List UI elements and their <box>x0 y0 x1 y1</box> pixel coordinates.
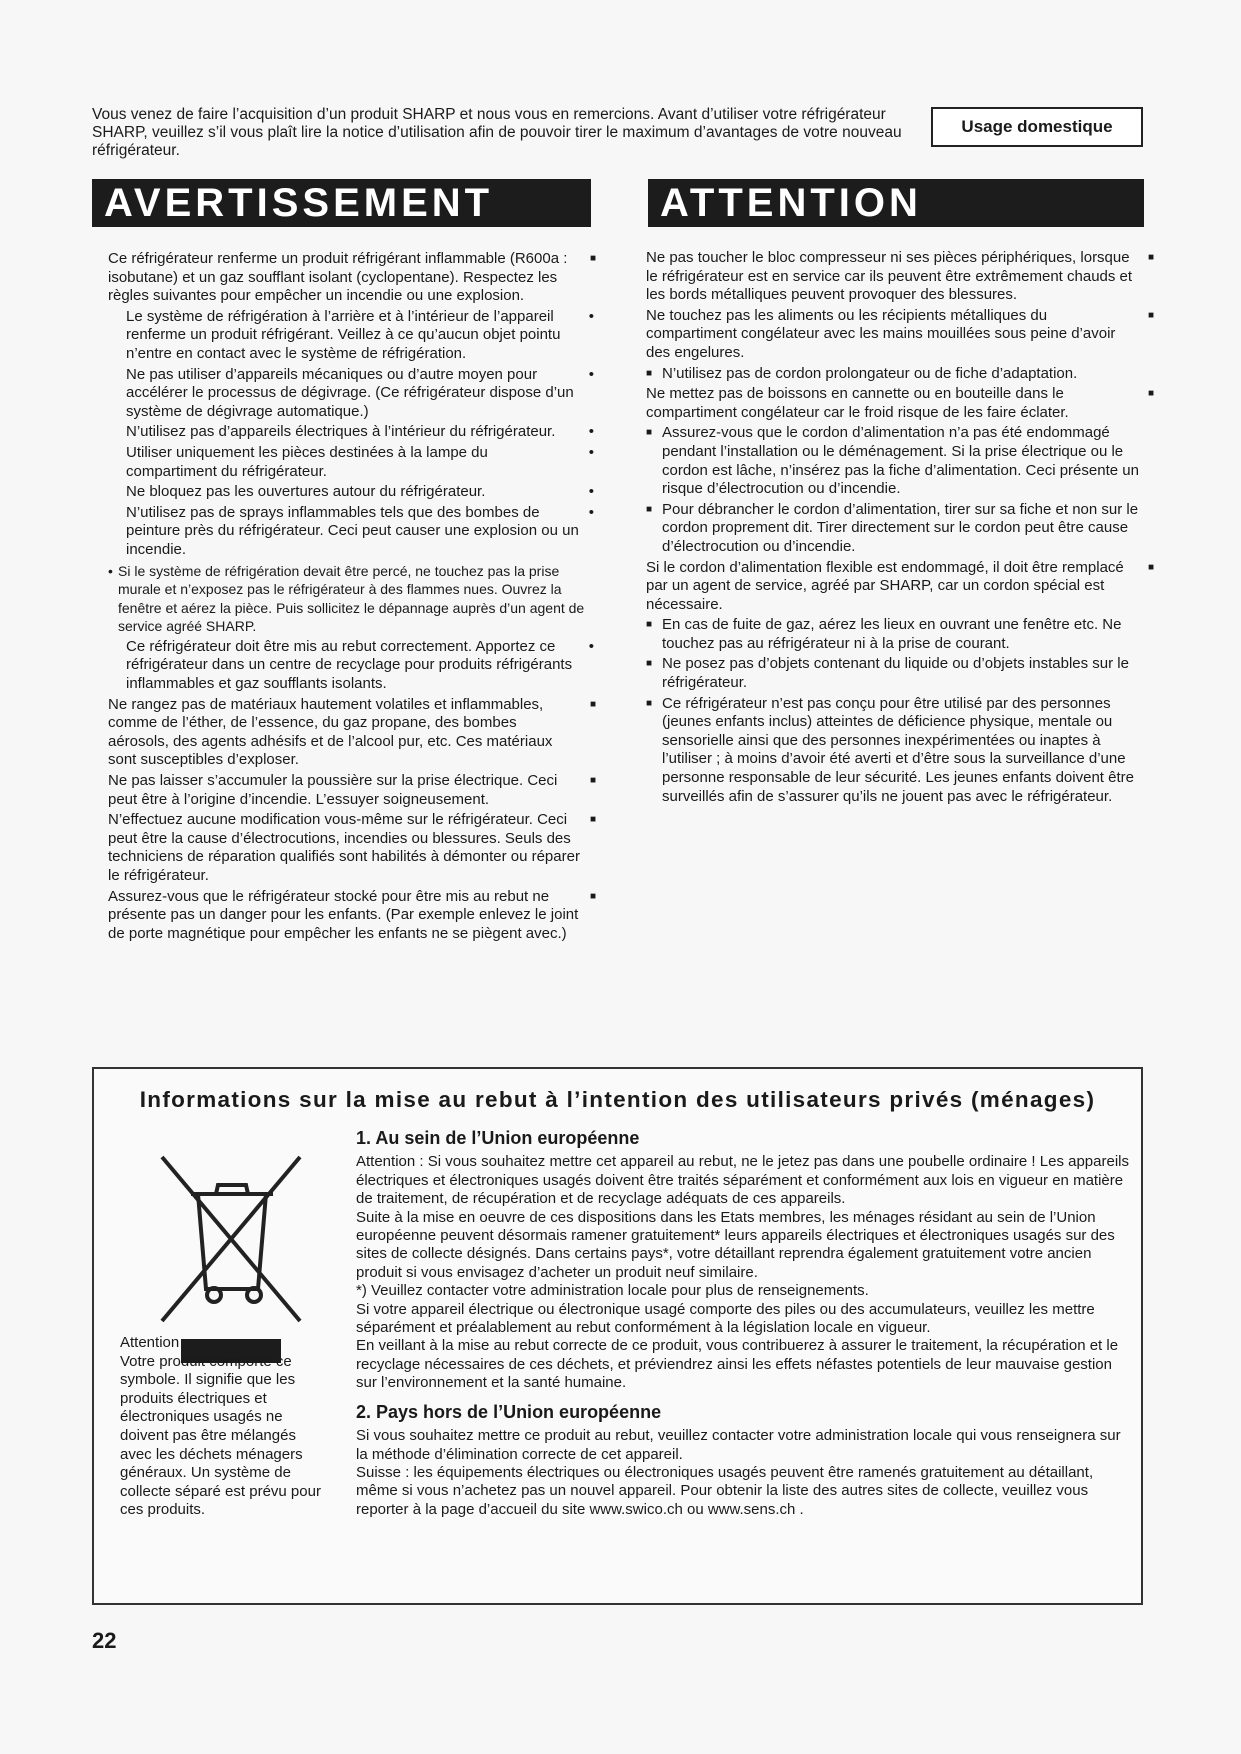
warning-item: Ce réfrigérateur doit être mis au rebut correctement. Apportez ce réfrigérateur dans un centre de recyclage pour produits réfrigérants inflammables et gaz soufflants isolants. • <box>126 638 596 694</box>
warning-item: Utiliser uniquement les pièces destinées à la lampe du compartiment du réfrigérateur. • <box>126 444 596 481</box>
section-eu-paragraph: Si votre appareil électrique ou électronique usagé comporte des piles ou des accumulateurs, veuillez les mettre séparément et préalablement au rebut conformément à la législation locale en vigueur. <box>356 1300 1095 1337</box>
symbol-note <box>120 1334 325 1520</box>
caution-banner: ATTENTION <box>648 179 1144 227</box>
page-number: 22 <box>92 1628 117 1653</box>
caution-item: Ne touchez pas les aliments ou les récipients métalliques du compartiment congélateur avec les mains mouillées sous peine d’avoir des engelures. ■ <box>646 307 1154 363</box>
section-eu-paragraph: Suite à la mise en oeuvre de ces dispositions dans les Etats membres, les ménages résidant au sein de l’Union européenne peuvent désormais ramener gratuitement* leurs appareils électriques et électroniques usagés sur des sites de collecte désignés. Dans certains pays*, votre détaillant reprendra également gratuitement votre ancien produit si vous envisagez d’acheter un produit neuf similaire. <box>356 1208 1115 1281</box>
section-non-eu-paragraph: Si vous souhaitez mettre ce produit au rebut, veuillez contacter votre administration locale qui vous renseignera sur la méthode d’élimination correcte de cet appareil. <box>356 1427 1121 1463</box>
caution-item: Ne mettez pas de boissons en cannette ou en bouteille dans le compartiment congélateur car le froid risque de les faire éclater. ■ <box>646 385 1154 422</box>
caution-item: ■ En cas de fuite de gaz, aérez les lieux en ouvrant une fenêtre etc. Ne touchez pas au réfrigérateur ni à la prise de courant. <box>646 616 1154 653</box>
warning-item: Le système de réfrigération à l’arrière et à l’intérieur de l’appareil renferme un produit réfrigérant. Veillez à ce qu’aucun objet pointu n’entre en contact avec le système de réfrigération. • <box>126 308 596 364</box>
intro-paragraph: Vous venez de faire l’acquisition d’un produit SHARP et nous vous en remercions. Avant d’utiliser votre réfrigérateur SHARP, veuillez s’il vous plaît lire la notice d’utilisation afin de pouvoir tirer le maximum d’avantages de votre nouveau réfrigérateur. <box>92 106 902 159</box>
warning-item: Ne bloquez pas les ouvertures autour du réfrigérateur. • <box>126 483 596 502</box>
warning-item: Ne rangez pas de matériaux hautement volatiles et inflammables, comme de l’éther, de l’essence, du gaz propane, des bombes aérosols, des agents adhésifs et de l’alcool pur, etc. Ces matériaux sont susceptibles d’exploser. ■ <box>108 696 596 770</box>
warning-item: • Si le système de réfrigération devait être percé, ne touchez pas la prise murale et n’exposez pas le réfrigérateur à des flammes nues. Ouvrez la fenêtre et aérez la pièce. Puis sollicitez le dépannage auprès d’un agent de service agréé SHARP. <box>108 562 596 636</box>
warning-item: Ne pas utiliser d’appareils mécaniques ou d’autre moyen pour accélérer le processus de dégivrage. (Ce réfrigérateur dispose d’un système de dégivrage automatique.) • <box>126 366 596 422</box>
warning-column <box>108 250 596 945</box>
disposal-title: Informations sur la mise au rebut à l’intention des utilisateurs privés (ménages) <box>139 1087 1096 1112</box>
caution-item: ■ Ce réfrigérateur n’est pas conçu pour être utilisé par des personnes (jeunes enfants inclus) atteintes de déficience physique, mentale ou sensorielle ainsi que des personnes inexpérimentées ou inaptes à l’utiliser ; à moins d’avoir été averti et d’être sous la surveillance d’une personne responsable de leur sécurité. Les jeunes enfants doivent être surveillés afin de s’assurer qu’ils ne jouent pas avec le réfrigérateur. <box>646 695 1154 807</box>
warning-item: N’effectuez aucune modification vous-même sur le réfrigérateur. Ceci peut être la cause d’électrocutions, incendies ou blessures. Seuls des techniciens de réparation qualifiés sont habilités à démonter ou réparer le réfrigérateur. ■ <box>108 811 596 885</box>
caution-item: ■ N’utilisez pas de cordon prolongateur ou de fiche d’adaptation. <box>646 365 1154 384</box>
section-eu-paragraph: Attention : Si vous souhaitez mettre cet appareil au rebut, ne le jetez pas dans une poubelle ordinaire ! Les appareils électriques et électroniques usagés doivent être traités séparément et conformément aux lois en vigueur en matière de traitement, de récupération et de recyclage adéquats de ces appareils. <box>356 1153 1129 1208</box>
caution-item: Si le cordon d’alimentation flexible est endommagé, il doit être remplacé par un agent de service, agréé par SHARP, car un cordon spécial est nécessaire. ■ <box>646 559 1154 615</box>
caution-column <box>646 249 1154 808</box>
warning-item: Ce réfrigérateur renferme un produit réfrigérant inflammable (R600a : isobutane) et un gaz soufflant isolant (cyclopentane). Respectez les règles suivantes pour empêcher un incendie ou une explosion. ■ <box>108 250 596 306</box>
section-eu-paragraph: En veillant à la mise au rebut correcte de ce produit, vous contribuerez à assurer le traitement, la récupération et le recyclage nécessaires de ces déchets, et préviendrez ainsi les effets néfastes potentiels de leur mauvaise gestion sur l’environnement et la santé humaine. <box>356 1337 1119 1392</box>
disposal-body <box>356 1129 1136 1519</box>
section-non-eu-title: 2. Pays hors de l’Union européenne <box>356 1401 662 1422</box>
caution-item: ■ Ne posez pas d’objets contenant du liquide ou d’objets instables sur le réfrigérateur. <box>646 655 1154 692</box>
caution-item: Ne pas toucher le bloc compresseur ni ses pièces périphériques, lorsque le réfrigérateur est en service car ils peuvent être extrêmement chauds et les bords métalliques peuvent provoquer des blessures. ■ <box>646 249 1154 305</box>
warning-item: Ne pas laisser s’accumuler la poussière sur la prise électrique. Ceci peut être à l’origine d’incendie. L’essuyer soigneusement. ■ <box>108 772 596 809</box>
usage-domestique-badge: Usage domestique <box>931 107 1143 147</box>
warning-item: N’utilisez pas d’appareils électriques à l’intérieur du réfrigérateur. • <box>126 423 596 442</box>
warning-item: N’utilisez pas de sprays inflammables tels que des bombes de peinture près du réfrigérateur. Ceci peut causer une explosion ou un incendie. • <box>126 504 596 560</box>
caution-item: ■ Pour débrancher le cordon d’alimentation, tirer sur sa fiche et non sur le cordon proprement dit. Tirer directement sur le cordon peut être cause d’électrocution ou d’incendie. <box>646 501 1154 557</box>
caution-item: ■ Assurez-vous que le cordon d’alimentation n’a pas été endommagé pendant l’installation ou le déménagement. Si la prise électrique ou le cordon est lâche, n’insérez pas la fiche d’alimentation. Ceci présente un risque d’électrocution ou d’incendie. <box>646 424 1154 498</box>
disposal-info-box <box>92 1067 1143 1605</box>
section-eu-title: 1. Au sein de l’Union européenne <box>356 1128 640 1148</box>
section-non-eu-paragraph: Suisse : les équipements électriques ou électroniques usagés peuvent être ramenés gratuitement au détaillant, même si vous n’achetez pas un nouvel appareil. Pour obtenir la liste des autres sites de collecte, veuillez vous reporter à la page d’accueil du site www.swico.ch ou www.sens.ch . <box>356 1463 1094 1518</box>
warning-item: Assurez-vous que le réfrigérateur stocké pour être mis au rebut ne présente pas un danger pour les enfants. (Par exemple enlevez le joint de porte magnétique pour empêcher les enfants ne se piègent avec.) ■ <box>108 888 596 944</box>
section-eu-paragraph: *) Veuillez contacter votre administration locale pour plus de renseignements. <box>356 1282 869 1300</box>
symbol-note-text: Votre produit comporte ce symbole. Il signifie que les produits électriques et électroniques usagés ne doivent pas être mélangés avec les déchets ménagers généraux. Un système de collecte séparé est prévu pour ces produits. <box>120 1352 321 1519</box>
warning-banner: AVERTISSEMENT <box>92 179 591 227</box>
symbol-note-label: Attention : <box>120 1334 188 1351</box>
